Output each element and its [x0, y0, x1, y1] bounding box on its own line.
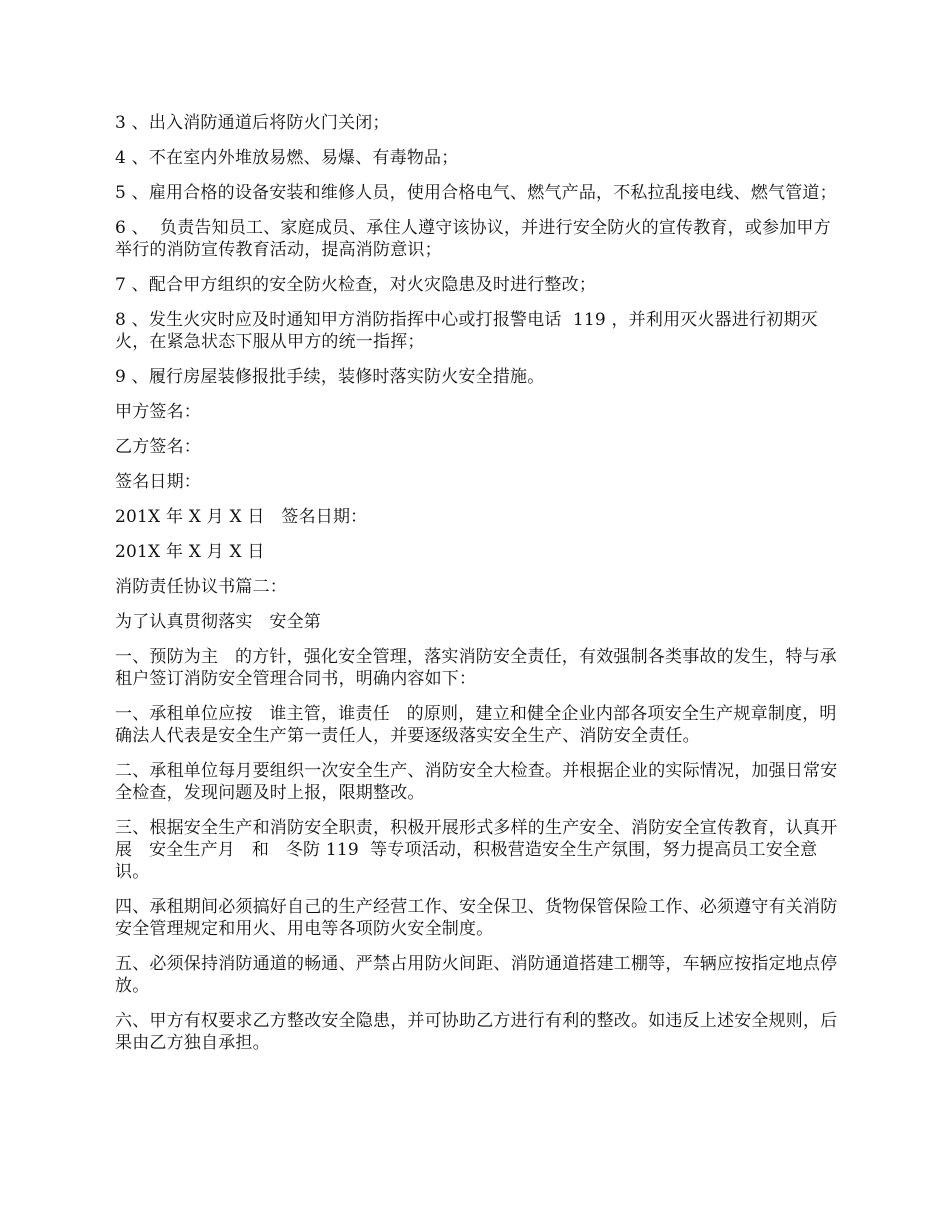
clause-three: 三、根据安全生产和消防安全职责，积极开展形式多样的生产安全、消防安全宣传教育，认真开展 安全生产月 和 冬防 119 等专项活动，积极营造安全生产氛围，努力提高员工安全意识。 [115, 818, 838, 882]
date-line: 201X 年 X 月 X 日 [115, 542, 265, 562]
paragraph-item-4: 4 、不在室内外堆放易燃、易爆、有毒物品； [115, 148, 459, 168]
party-b-signature: 乙方签名： [115, 437, 201, 457]
clause-six: 六、甲方有权要求乙方整改安全隐患，并可协助乙方进行有利的整改。如违反上述安全规则，后果由乙方独自承担。 [115, 1011, 838, 1053]
intro-line: 为了认真贯彻落实 安全第 [115, 612, 322, 632]
policy-statement: 一、预防为主 的方针，强化安全管理，落实消防安全责任，有效强制各类事故的发生，特与承租户签订消防安全管理合同书，明确内容如下： [115, 647, 838, 689]
section-heading-part-two: 消防责任协议书篇二： [115, 577, 287, 597]
paragraph-item-3: 3 、出入消防通道后将防火门关闭； [115, 113, 390, 133]
signature-date: 签名日期： [115, 472, 201, 492]
party-a-signature: 甲方签名： [115, 402, 201, 422]
paragraph-item-5: 5 、雇用合格的设备安装和维修人员，使用合格电气、燃气产品，不私拉乱接电线、燃气管道； [115, 183, 837, 203]
clause-two: 二、承租单位每月要组织一次安全生产、消防安全大检查。并根据企业的实际情况，加强日常安全检查，发现问题及时上报，限期整改。 [115, 761, 838, 803]
clause-four: 四、承租期间必须搞好自己的生产经营工作、安全保卫、货物保管保险工作、必须遵守有关消防安全管理规定和用火、用电等各项防火安全制度。 [115, 897, 838, 939]
clause-five: 五、必须保持消防通道的畅通、严禁占用防火间距、消防通道搭建工棚等，车辆应按指定地点停放。 [115, 954, 838, 996]
paragraph-item-7: 7 、配合甲方组织的安全防火检查，对火灾隐患及时进行整改； [115, 275, 597, 295]
clause-one: 一、承租单位应按 谁主管，谁责任 的原则，建立和健全企业内部各项安全生产规章制度，明确法人代表是安全生产第一责任人，并要逐级落实安全生产、消防安全责任。 [115, 704, 837, 746]
date-line-with-signature-date: 201X 年 X 月 X 日 签名日期： [115, 507, 368, 527]
paragraph-item-9: 9 、履行房屋装修报批手续，装修时落实防火安全措施。 [115, 367, 545, 387]
paragraph-item-8: 8 、发生火灾时应及时通知甲方消防指挥中心或打报警电话 119 ，并利用灭火器进行初期灭火，在紧急状态下服从甲方的统一指挥； [115, 310, 818, 352]
paragraph-item-6: 6 、 负责告知员工、家庭成员、承住人遵守该协议，并进行安全防火的宣传教育，或参加甲方举行的消防宣传教育活动，提高消防意识； [115, 218, 831, 260]
